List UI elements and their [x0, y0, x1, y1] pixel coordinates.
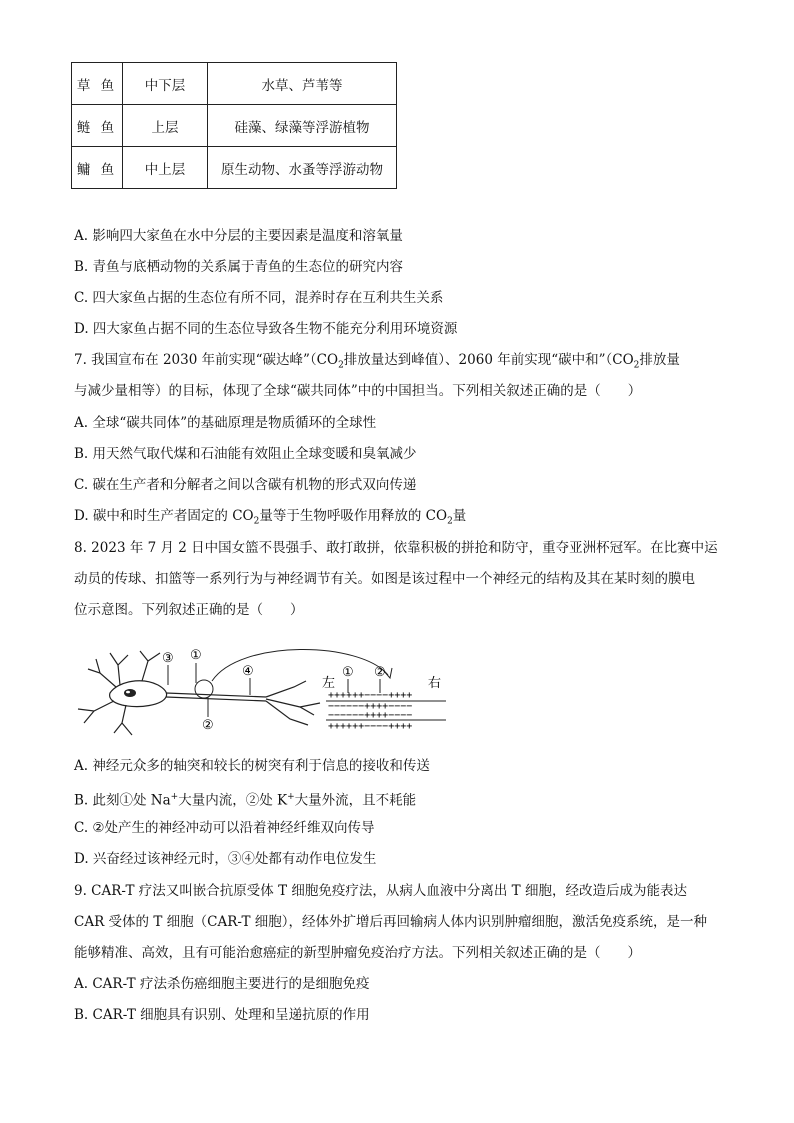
label-3: ③	[162, 651, 174, 666]
charge-row: −−−−−−++++−−−−	[328, 701, 413, 712]
q7-option-d-text: 量等于生物呼吸作用释放的 CO	[259, 508, 448, 524]
charge-row: −−−−−−++++−−−−	[328, 710, 413, 721]
table-cell: 上层	[123, 105, 208, 147]
q6-option-c: C. 四大家鱼占据的生态位有所不同，混养时存在互利共生关系	[74, 290, 444, 306]
highlight-circle	[195, 680, 213, 698]
neuron-shape	[78, 651, 320, 735]
label-2-membrane: ②	[374, 665, 386, 680]
table-cell: 原生动物、水蚤等浮游动物	[208, 147, 397, 189]
nucleus	[124, 689, 136, 697]
q8-option-a: A. 神经元众多的轴突和较长的树突有利于信息的接收和传送	[74, 758, 430, 774]
neuron-diagram	[70, 645, 450, 740]
q7-stem-line-1	[74, 350, 680, 376]
label-4: ④	[242, 664, 254, 679]
table-cell: 草 鱼	[72, 63, 123, 105]
superscript: +	[170, 792, 179, 802]
q8-stem-line-1: 8. 2023 年 7 月 2 日中国女篮不畏强手、敢打敢拼，依靠积极的拼抢和防守，重夺亚洲杯冠军。在比赛中运	[74, 540, 718, 556]
q9-stem-line-1: 9. CAR-T 疗法又叫嵌合抗原受体 T 细胞免疫疗法，从病人血液中分离出 T 细胞，经改造后成为能表达	[74, 883, 687, 899]
label-left: 左	[322, 676, 336, 691]
q6-option-b: B. 青鱼与底栖动物的关系属于青鱼的生态位的研究内容	[74, 259, 404, 275]
label-1: ①	[190, 648, 202, 663]
label-2: ②	[202, 718, 214, 733]
q8-option-c: C. ②处产生的神经冲动可以沿着神经纤维双向传导	[74, 820, 375, 836]
table-row	[72, 105, 397, 147]
subscript: 2	[633, 360, 640, 371]
q8-option-b	[74, 787, 416, 811]
q7-stem-text: 7. 我国宣布在 2030 年前实现“碳达峰”（CO	[74, 352, 339, 368]
table-cell: 鲢 鱼	[72, 105, 123, 147]
subscript: 2	[338, 360, 344, 371]
q7-stem-text: 排放量达到峰值）、2060 年前实现“碳中和”（CO	[343, 352, 634, 368]
subscript: 2	[253, 516, 260, 527]
q8-stem-line-3: 位示意图。下列叙述正确的是（ ）	[74, 602, 304, 618]
table-cell: 中下层	[123, 63, 208, 105]
superscript: +	[287, 792, 295, 802]
q7-option-a: A. 全球“碳共同体”的基础原理是物质循环的全球性	[74, 415, 377, 431]
nucleolus	[126, 691, 130, 694]
table-cell: 中上层	[123, 147, 208, 189]
fish-habitat-table	[71, 62, 397, 189]
magnify-arrow	[212, 649, 388, 681]
q7-stem-line-2: 与减少量相等）的目标，体现了全球“碳共同体”中的中国担当。下列相关叙述正确的是（ ）	[74, 383, 642, 399]
q9-stem-line-3: 能够精准、高效，且有可能治愈癌症的新型肿瘤免疫治疗方法。下列相关叙述正确的是（ ）	[74, 945, 641, 961]
charge-row: ++++++−−−−++++	[328, 721, 413, 732]
q7-stem-text: 排放量	[639, 352, 680, 368]
label-right: 右	[428, 676, 442, 691]
charge-row: ++++++−−−−++++	[328, 690, 413, 701]
q9-option-a: A. CAR-T 疗法杀伤癌细胞主要进行的是细胞免疫	[74, 976, 370, 992]
table-row	[72, 63, 397, 105]
subscript: 2	[447, 516, 453, 527]
q8-option-b-text: 大量外流，且不耗能	[294, 792, 417, 809]
table-row	[72, 147, 397, 189]
q8-option-d: D. 兴奋经过该神经元时，③④处都有动作电位发生	[74, 851, 377, 867]
table-cell: 水草、芦苇等	[208, 63, 397, 105]
q7-option-d-text: D. 碳中和时生产者固定的 CO	[74, 508, 254, 524]
q7-option-d	[74, 506, 466, 532]
q9-stem-line-2: CAR 受体的 T 细胞（CAR-T 细胞），经体外扩增后再回输病人体内识别肿瘤细胞，激活免疫系统，是一种	[74, 914, 707, 930]
label-1-membrane: ①	[342, 665, 354, 680]
table-cell: 硅藻、绿藻等浮游植物	[208, 105, 397, 147]
q8-stem-line-2: 动员的传球、扣篮等一系列行为与神经调节有关。如图是该过程中一个神经元的结构及其在某时刻的膜电	[74, 571, 695, 587]
q8-option-b-text: B. 此刻①处 Na	[74, 792, 171, 809]
q7-option-b: B. 用天然气取代煤和石油能有效阻止全球变暖和臭氧减少	[74, 446, 417, 462]
q8-option-b-text: 大量内流，②处 K	[178, 792, 288, 809]
table-cell: 鳙 鱼	[72, 147, 123, 189]
q6-option-a: A. 影响四大家鱼在水中分层的主要因素是温度和溶氧量	[74, 228, 403, 244]
q7-option-d-text: 量	[452, 508, 467, 524]
q9-option-b: B. CAR-T 细胞具有识别、处理和呈递抗原的作用	[74, 1007, 370, 1023]
q7-option-c: C. 碳在生产者和分解者之间以含碳有机物的形式双向传递	[74, 477, 417, 493]
q6-option-d: D. 四大家鱼占据不同的生态位导致各生物不能充分利用环境资源	[74, 321, 458, 337]
charge-rows	[328, 690, 412, 732]
